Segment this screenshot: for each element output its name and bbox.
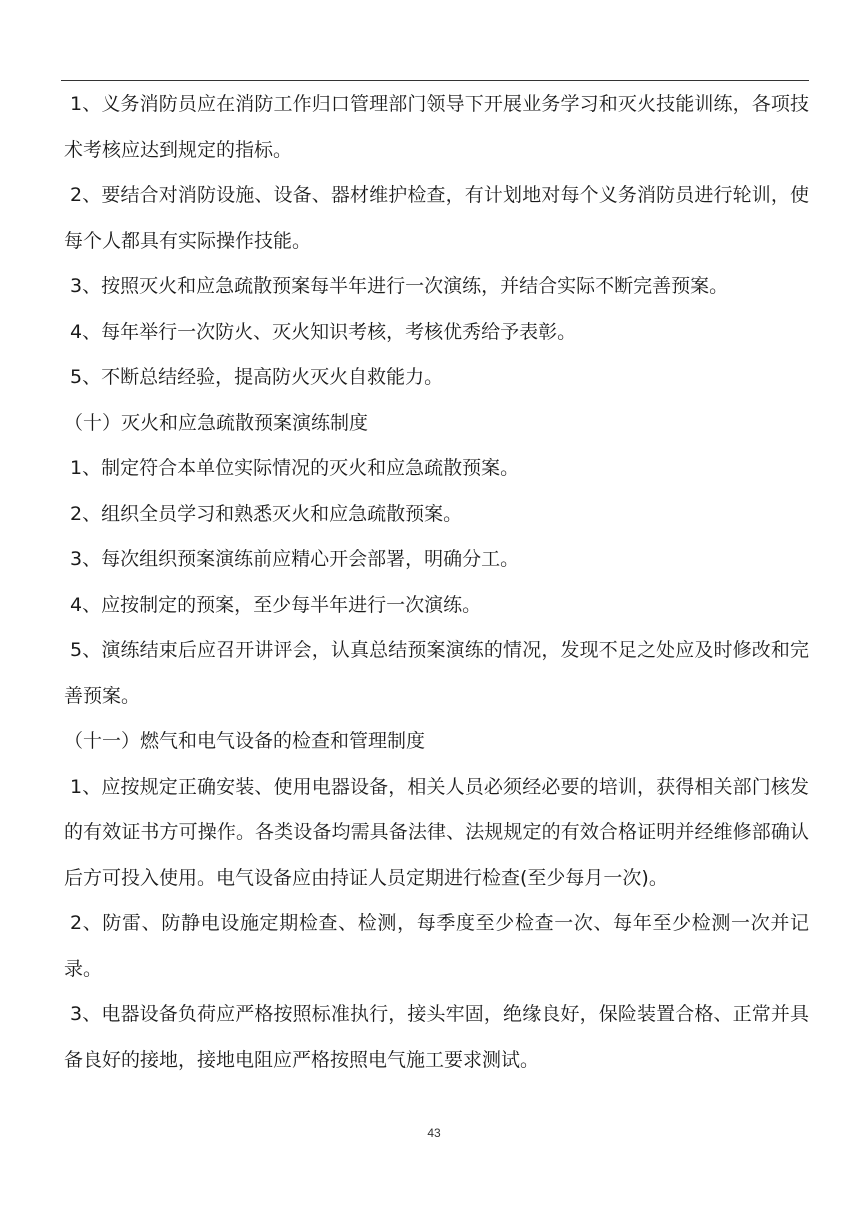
paragraph: 3、每次组织预案演练前应精心开会部署，明确分工。 xyxy=(70,548,520,570)
paragraph: 2、要结合对消防设施、设备、器材维护检查，有计划地对每个义务消防员进行轮训，使每个人都具有实际操作技能。 xyxy=(64,184,809,252)
header-rule xyxy=(61,80,809,81)
paragraph: 5、不断总结经验，提高防火灭火自救能力。 xyxy=(70,366,444,388)
paragraph: 2、防雷、防静电设施定期检查、检测，每季度至少检查一次、每年至少检测一次并记录。 xyxy=(64,912,809,980)
paragraph: 4、应按制定的预案，至少每半年进行一次演练。 xyxy=(70,593,482,616)
paragraph: 4、每年举行一次防火、灭火知识考核，考核优秀给予表彰。 xyxy=(70,320,577,343)
paragraph: 1、制定符合本单位实际情况的灭火和应急疏散预案。 xyxy=(70,457,520,479)
document-body xyxy=(64,82,809,1083)
section-heading: （十一）燃气和电气设备的检查和管理制度 xyxy=(64,730,426,752)
page-number: 43 xyxy=(427,1126,441,1140)
paragraph: 2、组织全员学习和熟悉灭火和应急疏散预案。 xyxy=(70,502,463,525)
paragraph: 1、义务消防员应在消防工作归口管理部门领导下开展业务学习和灭火技能训练，各项技术考核应达到规定的指标。 xyxy=(64,93,809,161)
section-heading: （十）灭火和应急疏散预案演练制度 xyxy=(64,411,369,434)
paragraph: 5、演练结束后应召开讲评会，认真总结预案演练的情况，发现不足之处应及时修改和完善预案。 xyxy=(64,639,809,707)
paragraph: 3、电器设备负荷应严格按照标准执行，接头牢固，绝缘良好，保险装置合格、正常并具备良好的接地，接地电阻应严格按照电气施工要求测试。 xyxy=(64,1003,809,1071)
paragraph: 3、按照灭火和应急疏散预案每半年进行一次演练，并结合实际不断完善预案。 xyxy=(70,275,729,297)
paragraph: 1、应按规定正确安装、使用电器设备，相关人员必须经必要的培训，获得相关部门核发的有效证书方可操作。各类设备均需具备法律、法规规定的有效合格证明并经维修部确认后方可投入使用。电气设备应由持证人员定期进行检查(至少每月一次)。 xyxy=(64,775,809,889)
